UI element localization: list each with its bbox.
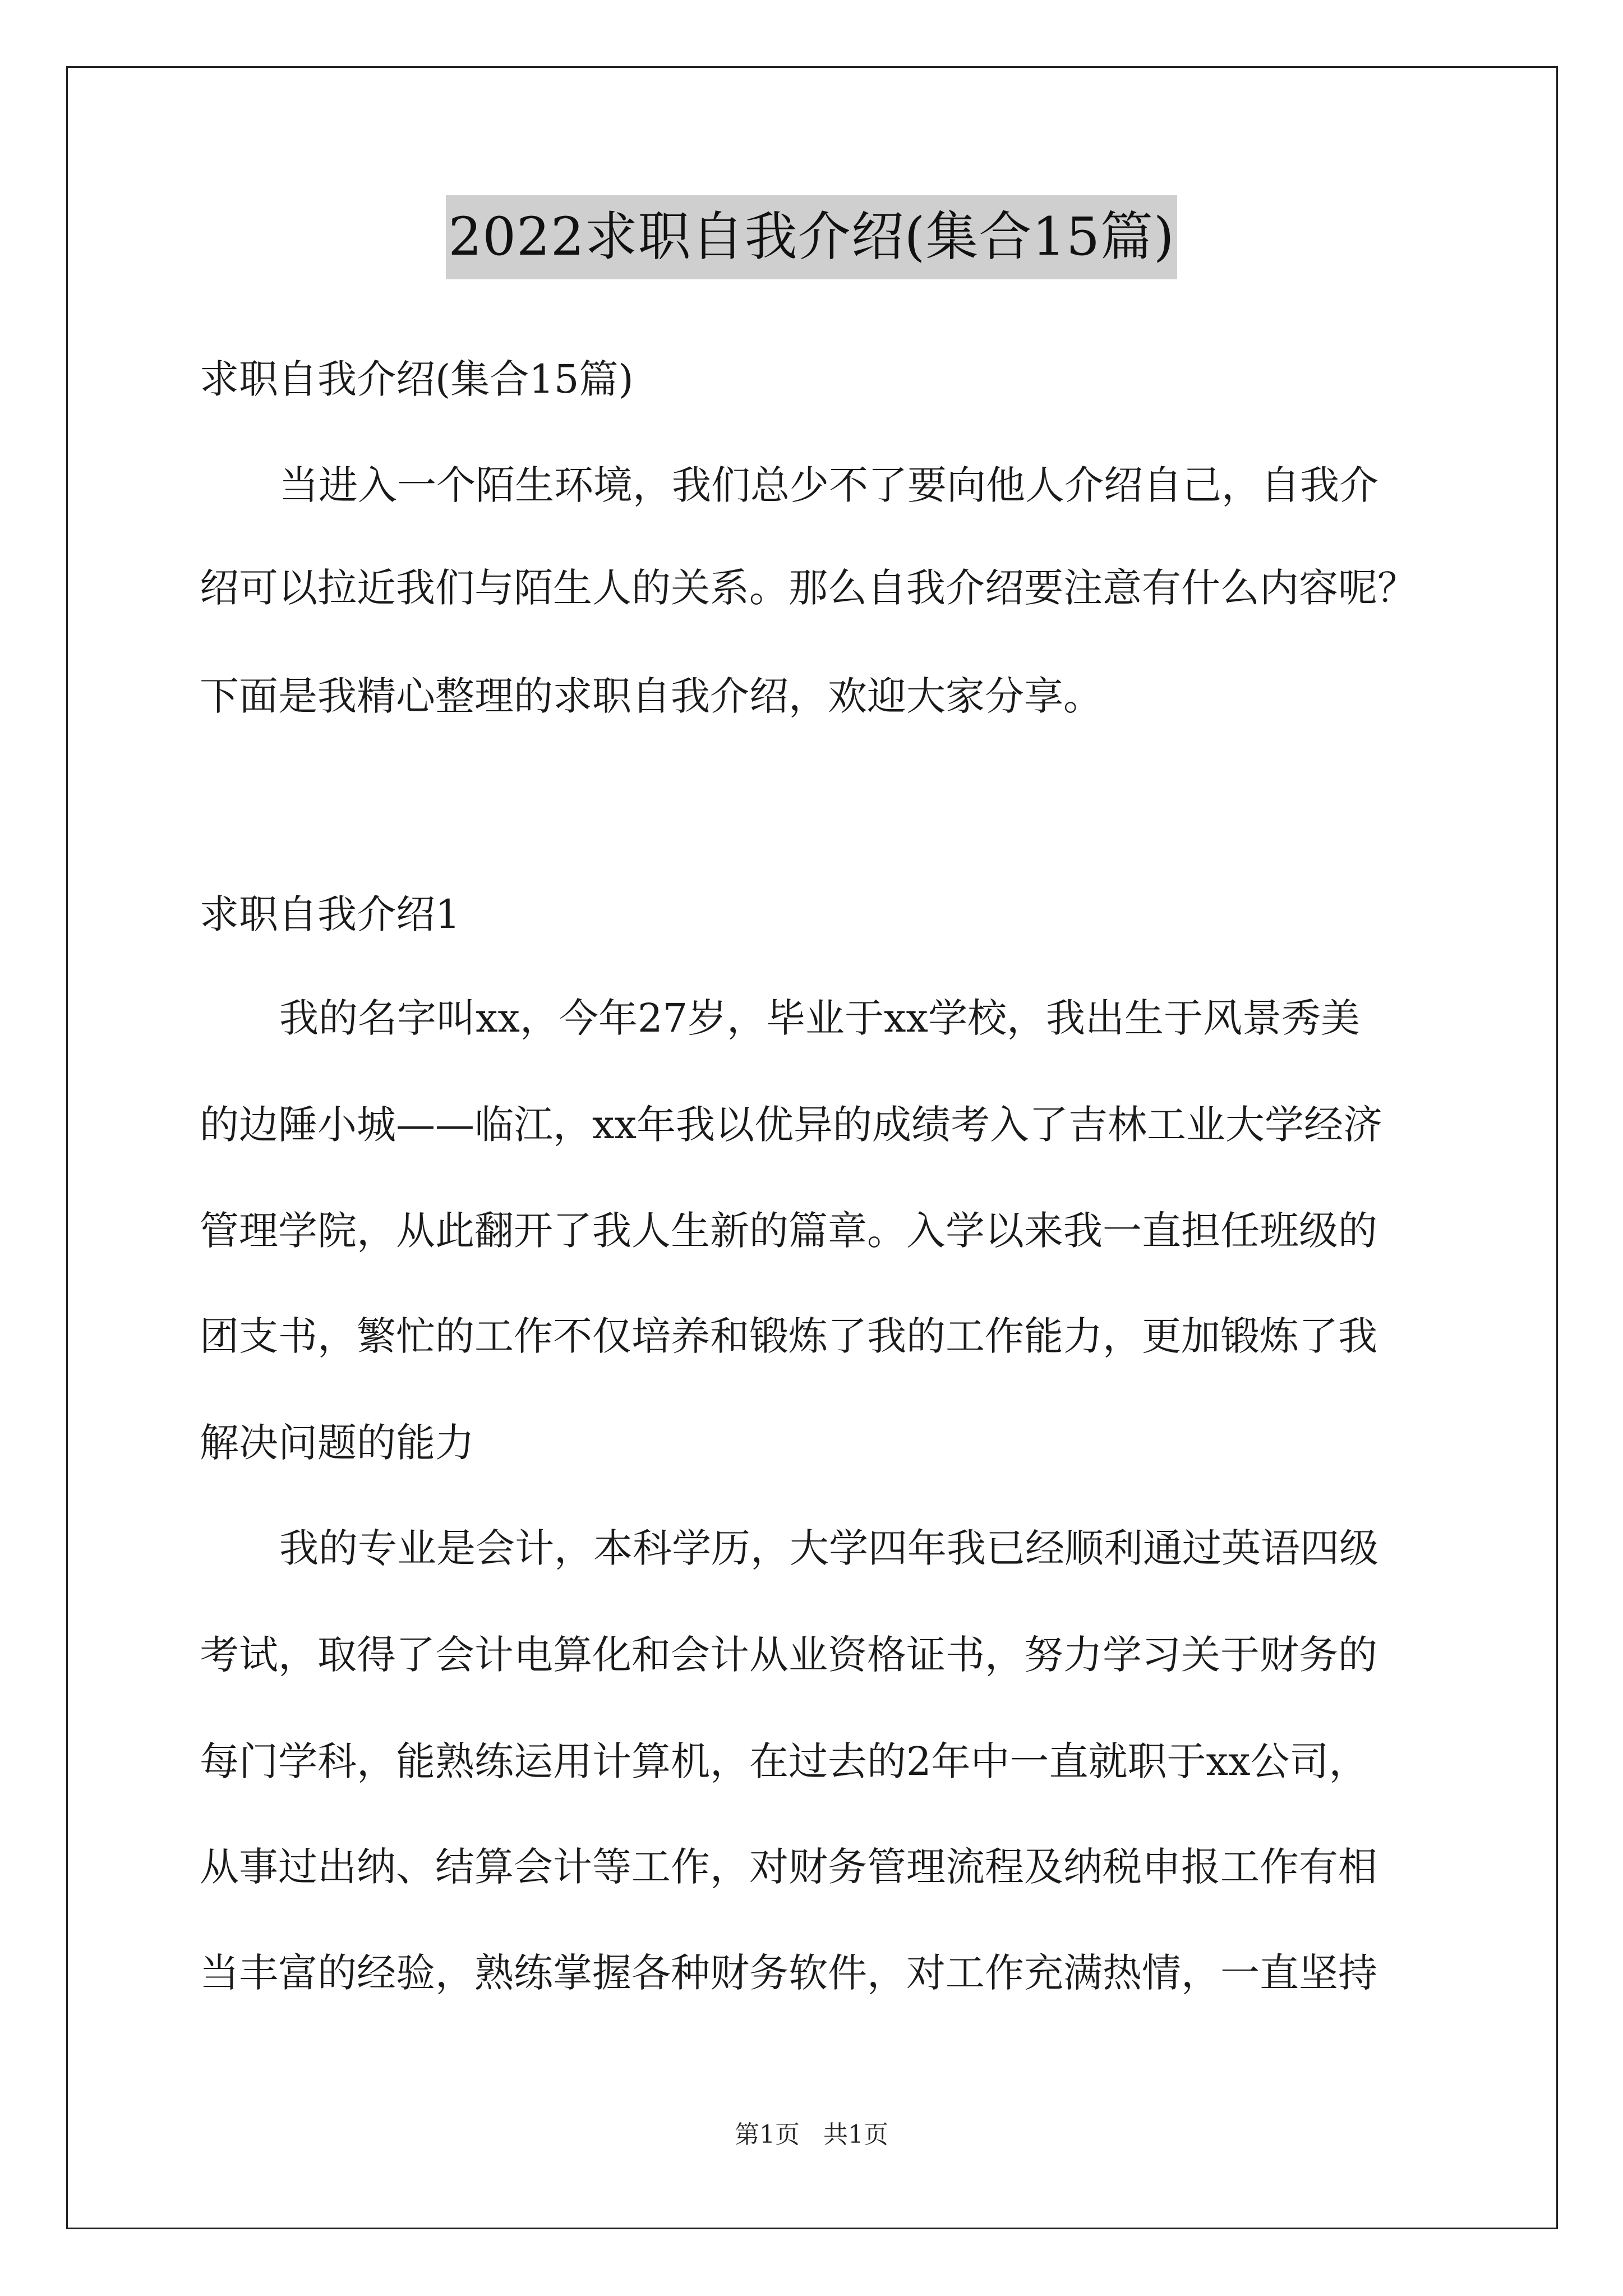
paragraph-line: 当丰富的经验，熟练掌握各种财务软件，对工作充满热情，一直坚持 (200, 1950, 1377, 1996)
intro-line: 下面是我精心整理的求职自我介绍，欢迎大家分享。 (200, 673, 1103, 719)
paragraph-line: 管理学院，从此翻开了我人生新的篇章。入学以来我一直担任班级的 (200, 1208, 1377, 1254)
paragraph-line: 我的名字叫xx，今年27岁，毕业于xx学校，我出生于风景秀美 (279, 995, 1360, 1041)
title-area (0, 195, 1623, 279)
paragraph-line: 每门学科，能熟练运用计算机，在过去的2年中一直就职于xx公司， (200, 1738, 1368, 1784)
intro-line: 绍可以拉近我们与陌生人的关系。那么自我介绍要注意有什么内容呢？ (200, 565, 1417, 611)
intro-line: 当进入一个陌生环境，我们总少不了要向他人介绍自己，自我介 (279, 462, 1378, 508)
paragraph-line: 团支书，繁忙的工作不仅培养和锻炼了我的工作能力，更加锻炼了我 (200, 1313, 1377, 1359)
paragraph-line: 的边陲小城——临江，xx年我以优异的成绩考入了吉林工业大学经济 (200, 1102, 1382, 1148)
paragraph-line: 从事过出纳、结算会计等工作，对财务管理流程及纳税申报工作有相 (200, 1844, 1377, 1890)
document-title: 2022求职自我介绍(集合15篇) (446, 195, 1177, 279)
paragraph-line: 解决问题的能力 (200, 1420, 474, 1466)
paragraph-line: 考试，取得了会计电算化和会计从业资格证书，努力学习关于财务的 (200, 1632, 1377, 1678)
paragraph-line: 我的专业是会计，本科学历，大学四年我已经顺利通过英语四级 (279, 1525, 1378, 1571)
page-footer: 第1页 共1页 (735, 2120, 888, 2149)
section-heading: 求职自我介绍1 (200, 891, 460, 937)
document-subtitle: 求职自我介绍(集合15篇) (200, 356, 634, 402)
